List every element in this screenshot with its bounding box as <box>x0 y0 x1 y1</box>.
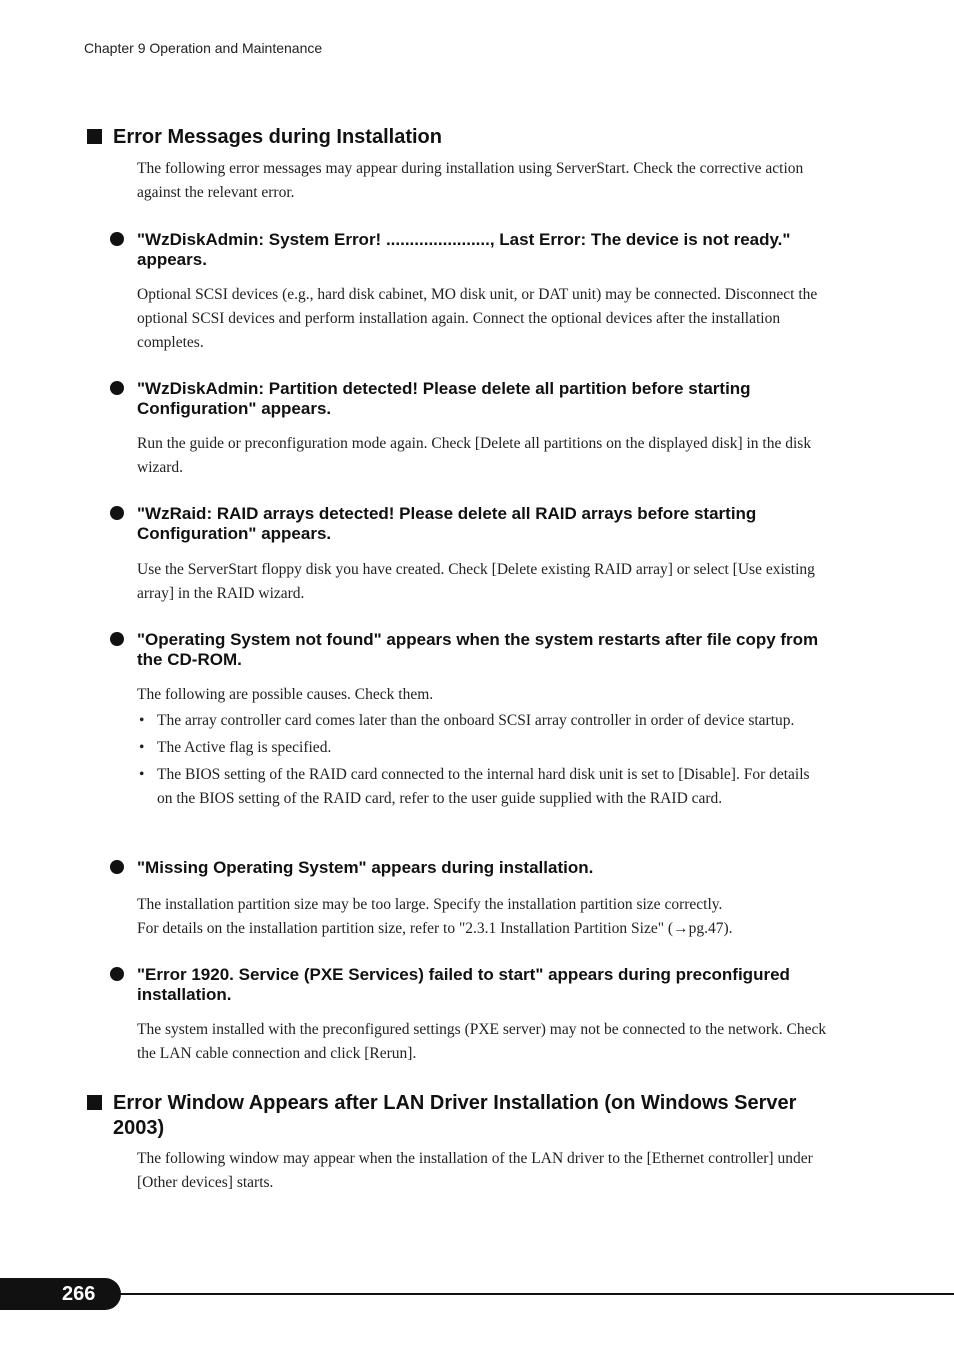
error-heading-raid-detected: "WzRaid: RAID arrays detected! Please delete all RAID arrays before starting Configuration" appears. <box>110 504 830 544</box>
circle-bullet-icon <box>110 232 124 246</box>
circle-bullet-icon <box>110 506 124 520</box>
page-number: 266 <box>62 1283 96 1305</box>
error-heading-pxe-service: "Error 1920. Service (PXE Services) failed to start" appears during preconfigured installation. <box>110 965 830 1005</box>
circle-bullet-icon <box>110 381 124 395</box>
error-remedy-partition-detected: Run the guide or preconfiguration mode again. Check [Delete all partitions on the displayed disk] in the disk wizard. <box>137 435 812 476</box>
section-heading-lan-driver <box>87 1091 813 1141</box>
footer-rule <box>110 1293 954 1295</box>
section-intro: The following window may appear when the installation of the LAN driver to the [Ethernet controller] under [Other devices] starts. <box>137 1150 813 1191</box>
circle-bullet-icon <box>110 632 124 646</box>
section-title: Error Messages during Installation <box>113 126 442 148</box>
chapter-header: Chapter 9 Operation and Maintenance <box>84 40 323 56</box>
square-bullet-icon <box>87 1095 102 1110</box>
error-remedy-pxe-service: The system installed with the preconfigured settings (PXE server) may not be connected to the network. Check the LAN cable connection and click [Rerun]. <box>137 1021 827 1062</box>
section-intro: The following error messages may appear during installation using ServerStart. Check the corrective action against the relevant error. <box>137 160 804 201</box>
circle-bullet-icon <box>110 860 124 874</box>
list-item: • The array controller card comes later than the onboard SCSI array controller in order of device startup. <box>139 712 795 729</box>
list-item: • The Active flag is specified. <box>139 739 332 756</box>
square-bullet-icon <box>87 129 102 144</box>
error-heading-system-error: "WzDiskAdmin: System Error! ......................, Last Error: The device is not ready." appears. <box>110 230 830 270</box>
error-heading-os-not-found: "Operating System not found" appears when the system restarts after file copy from the CD-ROM. <box>110 630 830 670</box>
section-title: Error Window Appears after LAN Driver Installation (on Windows Server 2003) <box>113 1092 797 1139</box>
list-item: • The BIOS setting of the RAID card connected to the internal hard disk unit is set to [Disable]. For details on the BIOS setting of the RAID card, refer to the user guide supplied with the RAID card. <box>139 766 810 807</box>
page-number-tab <box>0 1278 121 1310</box>
section-heading-error-messages <box>87 125 813 150</box>
possible-causes-list <box>137 709 827 814</box>
error-remedy-missing-os-reference: For details on the installation partition size, refer to "2.3.1 Installation Partition Size" (→pg.47). <box>137 920 733 937</box>
error-heading-partition-detected: "WzDiskAdmin: Partition detected! Please delete all partition before starting Configuration" appears. <box>110 379 830 419</box>
error-heading-missing-os: "Missing Operating System" appears during installation. <box>110 858 830 878</box>
circle-bullet-icon <box>110 967 124 981</box>
error-remedy-missing-os: The installation partition size may be too large. Specify the installation partition size correctly. <box>137 896 723 913</box>
error-remedy-os-not-found: The following are possible causes. Check them. <box>137 686 434 703</box>
error-remedy-system-error: Optional SCSI devices (e.g., hard disk cabinet, MO disk unit, or DAT unit) may be connected. Disconnect the optional SCSI devices and perform installation again. Connect the optional devices after the installation completes. <box>137 286 818 351</box>
error-remedy-raid-detected: Use the ServerStart floppy disk you have created. Check [Delete existing RAID array] or select [Use existing array] in the RAID wizard. <box>137 561 815 602</box>
